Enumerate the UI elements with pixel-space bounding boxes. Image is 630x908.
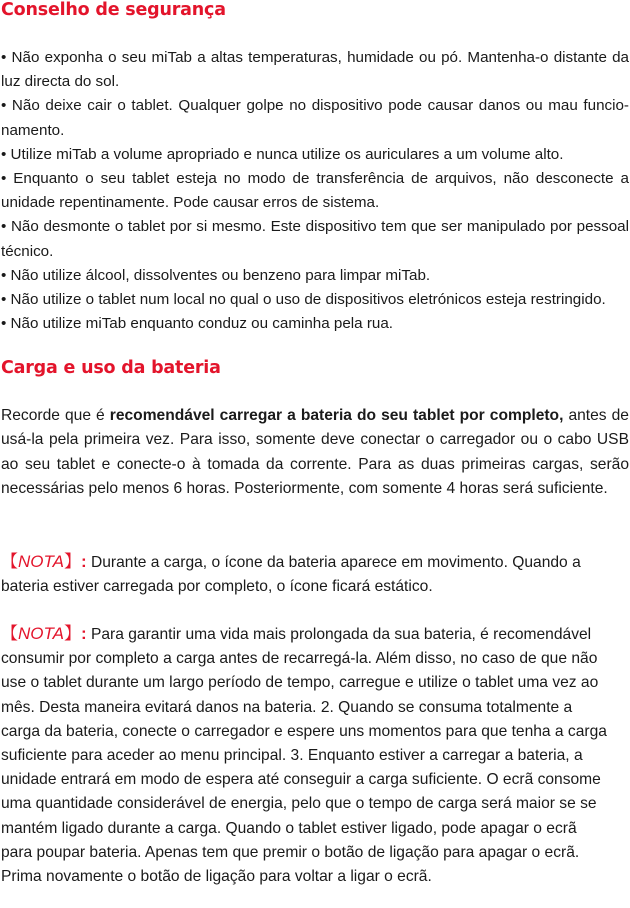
note-label xyxy=(1,624,81,643)
intro-text-start: Recorde que é xyxy=(1,407,110,424)
note-word: NOTA xyxy=(18,552,64,571)
list-item: • Não utilize miTab enquanto conduz ou caminha pela rua. xyxy=(1,312,629,336)
note-colon: : xyxy=(80,624,87,643)
note-label xyxy=(1,552,81,571)
safety-advice-list xyxy=(1,46,629,336)
note-bracket-close: 】 xyxy=(63,624,81,643)
intro-text-end: antes de usá-la pela primeira vez. Para isso, somente deve conectar o carregador ou o cabo USB ao seu tablet e conecte-o à tomada da corrente. Para as duas primeiras cargas, serão necessárias pelo menos 6 horas. Posteriormente, com somente 4 horas será suficiente. xyxy=(1,407,629,497)
note-paragraph-charging-icon xyxy=(1,550,611,599)
note-bracket-open: 【 xyxy=(1,624,18,643)
battery-section-heading: Carga e uso da bateria xyxy=(1,358,221,378)
battery-intro-paragraph xyxy=(1,404,629,501)
list-item: • Utilize miTab a volume apropriado e nunca utilize os auriculares a um volume alto. xyxy=(1,143,629,167)
note-bracket-close: 】 xyxy=(63,552,81,571)
list-item: • Não deixe cair o tablet. Qualquer golpe no dispositivo pode causar danos ou mau funcio-namento. xyxy=(1,94,629,142)
note-text: Para garantir uma vida mais prolongada da sua bateria, é recomendável consumir por completo a carga antes de recarregá-la. Além disso, no caso de que não use o tablet durante um largo período de tempo, carregue e utilize o tablet uma vez ao mês. Desta maneira evitará danos na bateria. 2. Quando se consuma totalmente a carga da bateria, conecte o carregador e espere uns momentos para que tenha a carga suficiente para aceder ao menu principal. 3. Enquanto estiver a carregar a bateria, a unidade entrará em modo de espera até conseguir a carga suficiente. O ecrã consome uma quantidade considerável de energia, pelo que o tempo de carga será maior se se mantém ligado durante a carga. Quando o tablet estiver ligado, pode apagar o ecrã para poupar bateria. Apenas tem que premir o botão de ligação para apagar o ecrã. Prima novamente o botão de ligação para voltar a ligar o ecrã. xyxy=(1,626,607,886)
intro-emphasis: recomendável carregar a bateria do seu tablet por completo, xyxy=(109,407,564,424)
note-paragraph-battery-life xyxy=(1,622,611,889)
list-item: • Não utilize o tablet num local no qual o uso de dispositivos eletrónicos esteja restringido. xyxy=(1,288,629,312)
note-text: Durante a carga, o ícone da bateria aparece em movimento. Quando a bateria estiver carregada por completo, o ícone ficará estático. xyxy=(1,554,581,596)
list-item: • Não desmonte o tablet por si mesmo. Este dispositivo tem que ser manipulado por pessoal técnico. xyxy=(1,215,629,263)
note-bracket-open: 【 xyxy=(1,552,18,571)
note-colon: : xyxy=(80,552,87,571)
list-item: • Não utilize álcool, dissolventes ou benzeno para limpar miTab. xyxy=(1,264,629,288)
list-item: • Enquanto o seu tablet esteja no modo de transferência de arquivos, não desconecte a unidade repentinamente. Pode causar erros de sistema. xyxy=(1,167,629,215)
list-item: • Não exponha o seu miTab a altas temperaturas, humidade ou pó. Mantenha-o distante da luz directa do sol. xyxy=(1,46,629,94)
note-word: NOTA xyxy=(18,624,64,643)
safety-advice-heading: Conselho de segurança xyxy=(1,0,226,20)
